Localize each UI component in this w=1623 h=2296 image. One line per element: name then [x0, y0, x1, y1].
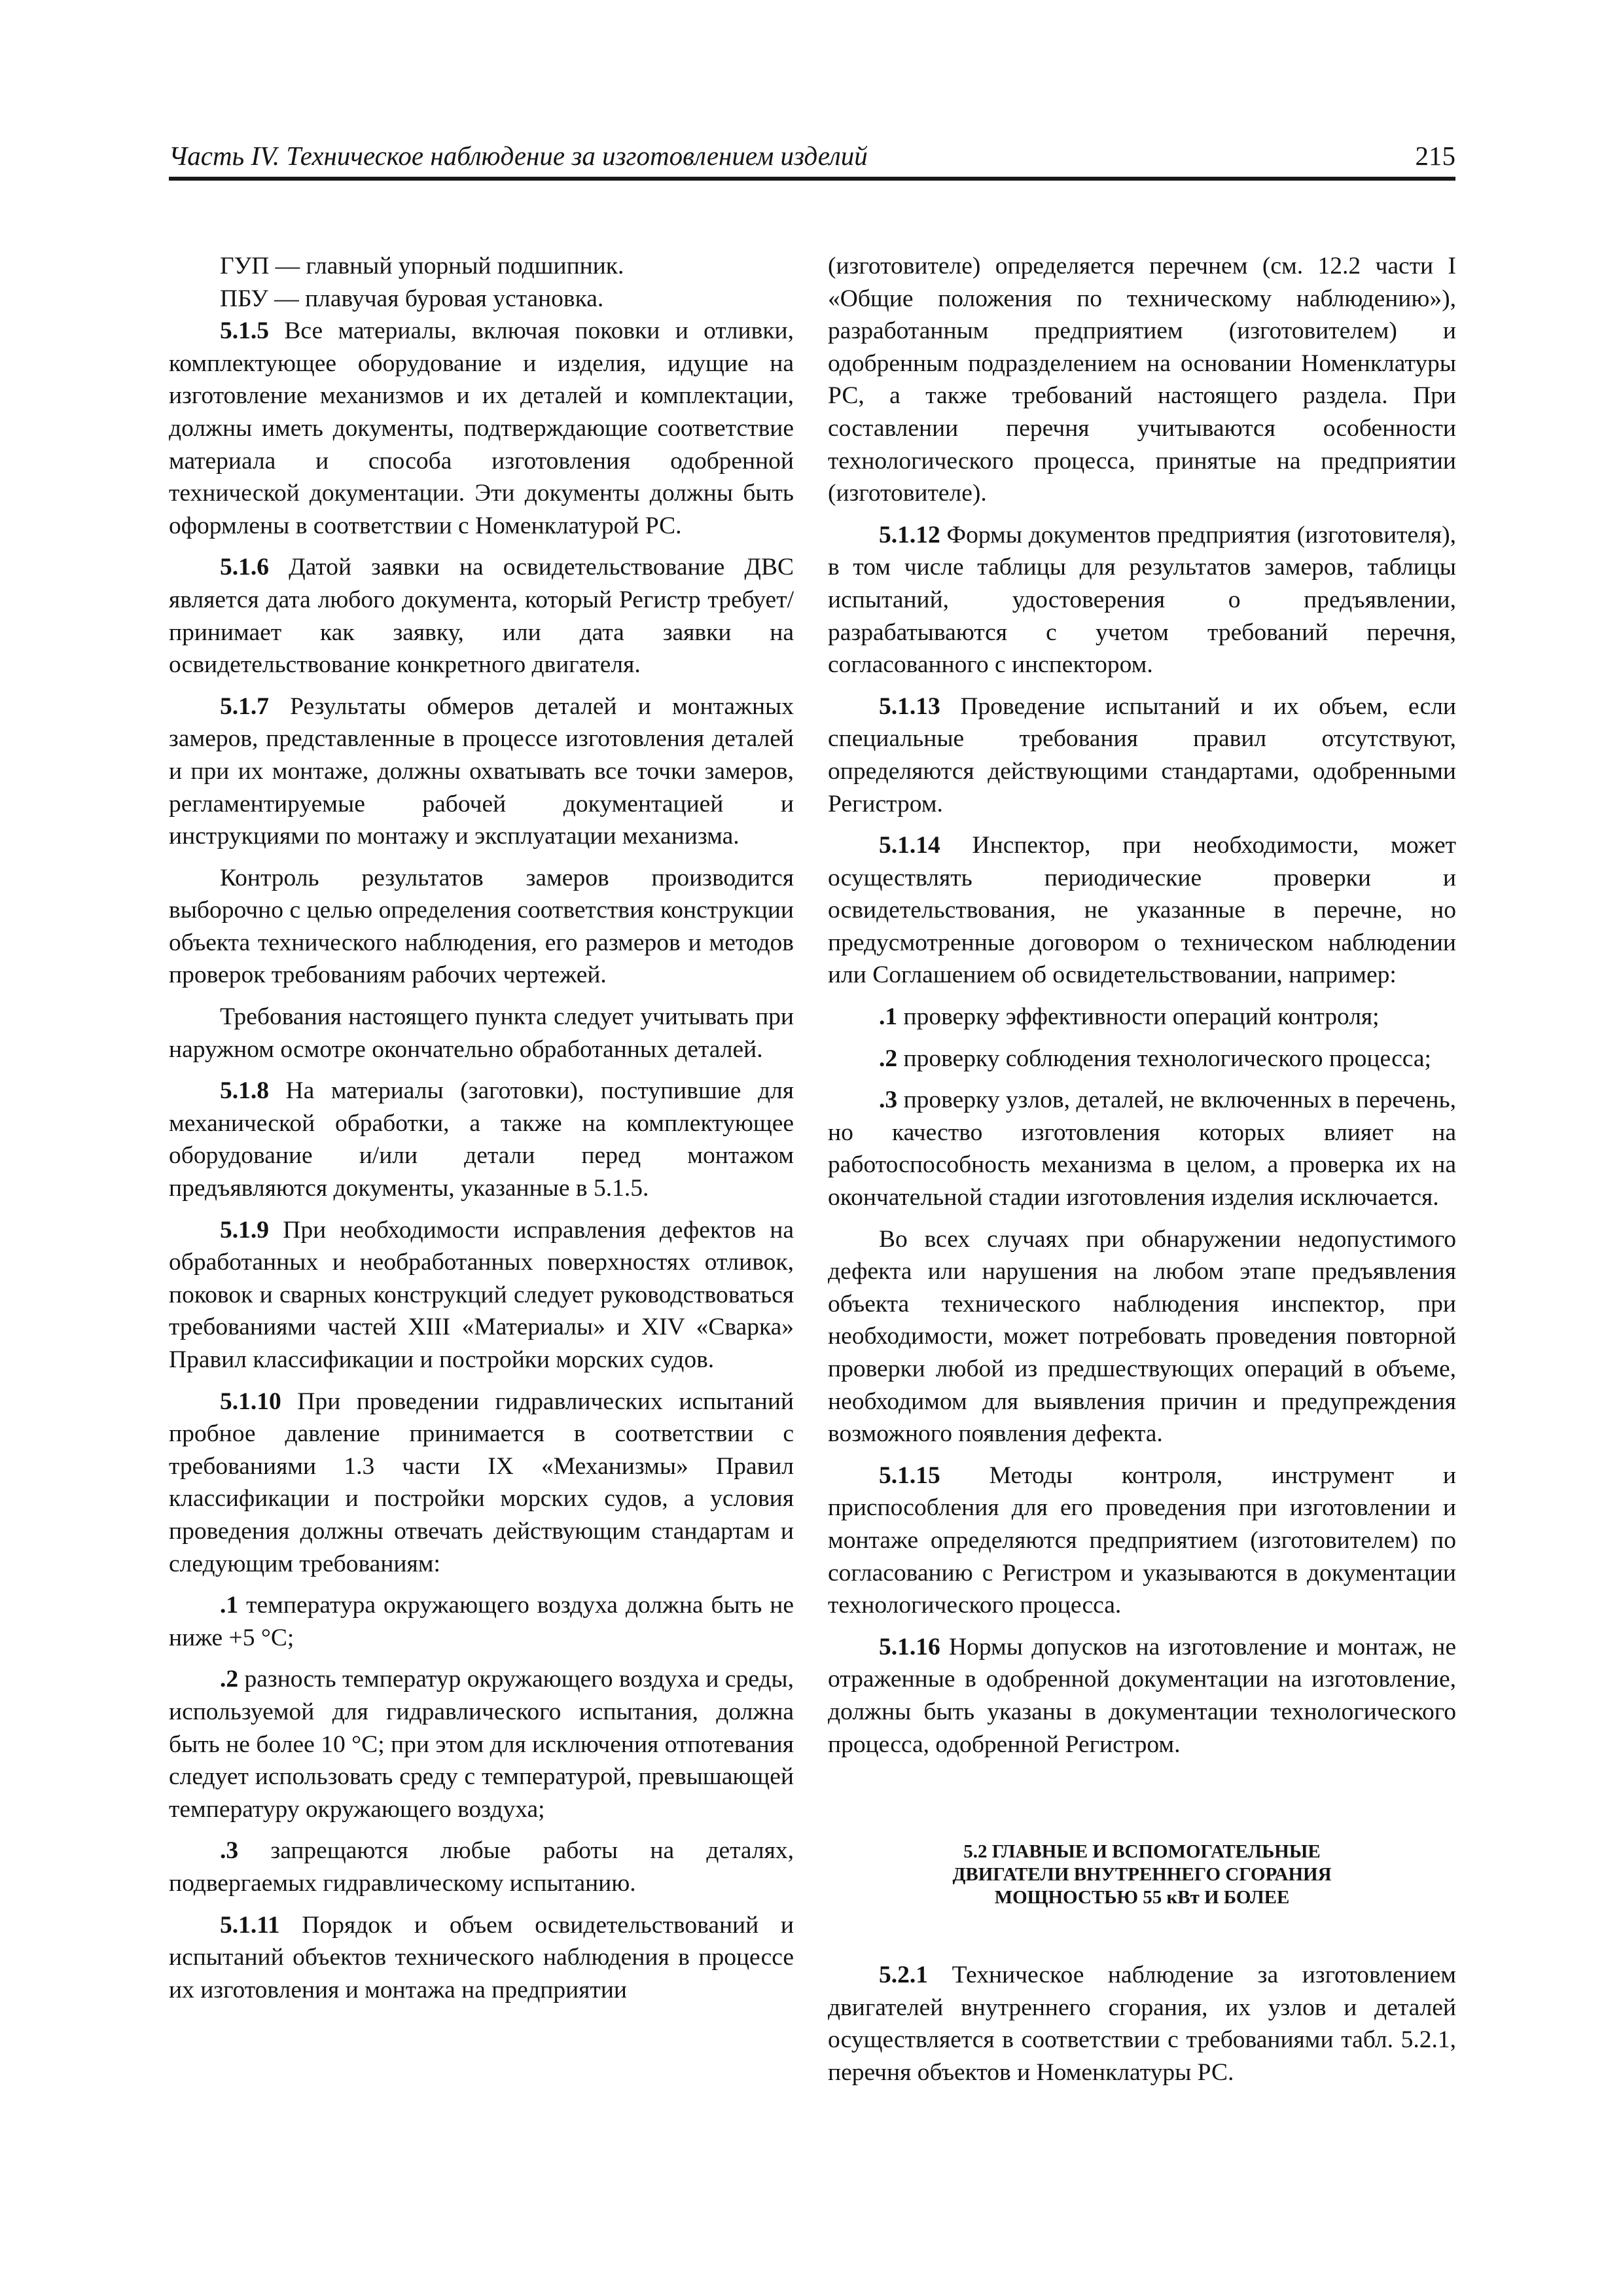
list-item-3	[828, 1084, 1456, 1213]
clause-number: 5.1.11	[220, 1911, 280, 1939]
clause-text: Формы документов предприятия (изготовителя), в том числе таблицы для результатов замеров, таблицы испытаний, удостоверения о предъявлении, разрабатываются с учетом требований перечня, согласованного с инспектором.	[828, 521, 1456, 679]
abbreviation-pbu: ПБУ — плавучая буровая установка.	[220, 285, 604, 312]
paragraph-5-1-8	[169, 1075, 794, 1204]
section-heading-line: 5.2 ГЛАВНЫЕ И ВСПОМОГАТЕЛЬНЫЕ	[963, 1841, 1321, 1863]
clause-text: Проведение испытаний и их объем, если специальные требования правил отсутствуют, определяются действующими стандартами, одобренными Регистром.	[828, 692, 1456, 817]
clause-number: 5.1.9	[220, 1216, 269, 1244]
paragraph-5-1-11-continued: (изготовителе) определяется перечнем (см. 12.2 части I «Общие положения по техническому наблюдению»), разработанным предприятием (изготовителем) и одобренным подразделением на основании Номенклатуры РС, а также требований настоящего раздела. При составлении перечня учитываются особенности технологического процесса, принятые на предприятии (изготовителе).	[828, 253, 1456, 507]
list-item-3	[169, 1835, 794, 1899]
paragraph-control: Контроль результатов замеров производится выборочно с целью определения соответствия конструкции объекта технического наблюдения, его размеров и методов проверок требованиям рабочих чертежей.	[169, 864, 794, 989]
list-item-2	[169, 1663, 794, 1825]
item-number: .2	[220, 1666, 239, 1693]
abbreviation-gup: ГУП — главный упорный подшипник.	[220, 253, 624, 279]
header-title: Часть IV. Техническое наблюдение за изготовлением изделий	[169, 141, 868, 171]
paragraph-5-1-16	[828, 1631, 1456, 1761]
clause-text: Порядок и объем освидетельствований и испытаний объектов технического наблюдения в процессе их изготовления и монтажа на предприятии	[169, 1911, 794, 2003]
clause-number: 5.1.8	[220, 1077, 269, 1105]
clause-text: Датой заявки на освидетельствование ДВС является дата любого документа, который Регистр требует/принимает как заявку, или дата заявки на освидетельствование конкретного двигателя.	[169, 554, 794, 679]
paragraph-5-1-9	[169, 1214, 794, 1376]
clause-number: 5.2.1	[879, 1962, 928, 1989]
paragraph-5-1-10	[169, 1386, 794, 1581]
clause-number: 5.1.14	[879, 832, 940, 859]
clause-number: 5.1.16	[879, 1633, 940, 1660]
running-header	[169, 139, 1455, 181]
paragraph-5-1-14	[828, 829, 1456, 992]
item-text: проверку соблюдения технологического процесса;	[897, 1045, 1431, 1072]
clause-text: При необходимости исправления дефектов на обработанных и необработанных поверхностях отливок, поковок и сварных конструкций следует руководствоваться требованиями частей XIII «Материалы» и XIV «Сварка» Правил классификации и постройки морских судов.	[169, 1216, 794, 1373]
clause-text: Все материалы, включая поковки и отливки, комплектующее оборудование и изделия, идущие на изготовление механизмов и их деталей и комплектации, должны иметь документы, подтверждающие соответствие материала и способа изготовления одобренной технической документации. Эти документы должны быть оформлены в соответствии с Номенклатурой РС.	[169, 317, 794, 539]
clause-number: 5.1.6	[220, 554, 269, 581]
clause-number: 5.1.15	[879, 1462, 940, 1489]
item-text: проверку узлов, деталей, не включенных в перечень, но качество изготовления которых влияет на работоспособность механизма в целом, а проверка их на окончательной стадии изготовления изделия исключается.	[828, 1086, 1456, 1211]
clause-text: Нормы допусков на изготовление и монтаж, не отраженные в одобренной документации на изготовление, должны быть указаны в документации технологического процесса, одобренной Регистром.	[828, 1633, 1456, 1758]
right-column	[828, 250, 1456, 2089]
clause-text: Инспектор, при необходимости, может осуществлять периодические проверки и освидетельствования, не указанные в перечне, но предусмотренные договором о техническом наблюдении или Соглашением об освидетельствовании, например:	[828, 832, 1456, 989]
clause-number: 5.1.7	[220, 692, 269, 720]
clause-text: Техническое наблюдение за изготовлением двигателей внутреннего сгорания, их узлов и деталей осуществляется в соответствии с требованиями табл. 5.2.1, перечня объектов и Номенклатуры РС.	[828, 1962, 1456, 2086]
item-text: проверку эффективности операций контроля;	[897, 1003, 1380, 1031]
clause-number: 5.1.5	[220, 317, 269, 345]
paragraph-5-2-1	[828, 1959, 1456, 2089]
paragraph-5-1-7	[169, 691, 794, 853]
paragraph-5-1-6	[169, 551, 794, 681]
item-number: .2	[879, 1045, 898, 1072]
clause-text: При проведении гидравлических испытаний пробное давление принимается в соответствии с требованиями 1.3 части IX «Механизмы» Правил классификации и постройки морских судов, а условия проведения должны отвечать действующим стандартам и следующим требованиям:	[169, 1388, 794, 1577]
paragraph-all-cases: Во всех случаях при обнаружении недопустимого дефекта или нарушения на любом этапе предъявления объекта технического наблюдения инспектор, при необходимости, может потребовать проведения повторной проверки любой из предшествующих операций в объеме, необходимом для выявления причин и предупреждения возможного появления дефекта.	[828, 1225, 1456, 1448]
clause-number: 5.1.13	[879, 692, 940, 720]
paragraph-5-1-13	[828, 691, 1456, 820]
item-number: .3	[879, 1086, 898, 1114]
list-item-1	[169, 1589, 794, 1654]
item-text: разность температур окружающего воздуха и среды, используемой для гидравлического испытания, должна быть не более 10 °С; при этом для исключения отпотевания следует использовать среду с температурой, превышающей температуру окружающего воздуха;	[169, 1666, 794, 1823]
clause-number: 5.1.10	[220, 1388, 281, 1415]
paragraph-5-1-5	[169, 315, 794, 542]
section-heading-line: ДВИГАТЕЛИ ВНУТРЕННЕГО СГОРАНИЯ	[952, 1864, 1332, 1886]
section-heading-line: МОЩНОСТЬЮ 55 кВт И БОЛЕЕ	[994, 1887, 1290, 1909]
list-item-2	[828, 1043, 1456, 1075]
clause-number: 5.1.12	[879, 521, 940, 548]
item-number: .1	[220, 1592, 239, 1619]
left-column	[169, 250, 794, 2006]
item-text: запрещаются любые работы на деталях, подвергаемых гидравлическому испытанию.	[169, 1837, 794, 1897]
paragraph-requirements: Требования настоящего пункта следует учитывать при наружном осмотре окончательно обработанных деталей.	[169, 1003, 794, 1063]
clause-text: На материалы (заготовки), поступившие для механической обработки, а также на комплектующее оборудование и/или детали перед монтажом предъявляются документы, указанные в 5.1.5.	[169, 1077, 794, 1202]
section-heading-5-2	[828, 1840, 1456, 1909]
item-number: .1	[879, 1003, 898, 1031]
page-number: 215	[1415, 141, 1455, 171]
clause-text: Результаты обмеров деталей и монтажных замеров, представленные в процессе изготовления деталей и при их монтаже, должны охватывать все точки замеров, регламентируемые рабочей документацией и инструкциями по монтажу и эксплуатации механизма.	[169, 692, 794, 850]
list-item-1	[828, 1001, 1456, 1033]
paragraph-5-1-12	[828, 519, 1456, 681]
item-number: .3	[220, 1837, 239, 1865]
clause-text: Методы контроля, инструмент и приспособления для его проведения при изготовлении и монтаже определяются предприятием (изготовителем) по согласованию с Регистром и указываются в документации технологического процесса.	[828, 1462, 1456, 1619]
paragraph-5-1-11	[169, 1909, 794, 2007]
item-text: температура окружающего воздуха должна быть не ниже +5 °С;	[169, 1592, 794, 1651]
paragraph-5-1-15	[828, 1460, 1456, 1622]
